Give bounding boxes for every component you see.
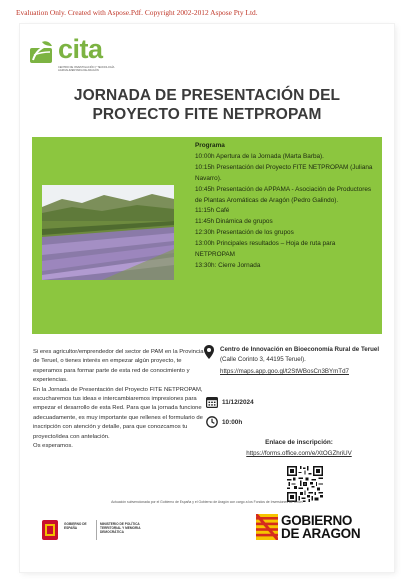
program-item: 12:30h Presentación de los grupos xyxy=(195,229,294,237)
gob-ar-line-2: DE ARAGON xyxy=(281,526,361,541)
title-line-2: PROYECTO FITE NETPROPAM xyxy=(92,106,322,123)
location-name: Centro de Innovación en Bioeconomía Rural de Teruel xyxy=(220,346,380,353)
map-link[interactable]: https://maps.app.goo.gl/t2StWBosCn3BYmTd7 xyxy=(220,368,349,376)
watermark-text: Evaluation Only. Created with Aspose.Pdf. Copyright 2002-2012 Aspose Pty Ltd. xyxy=(16,8,258,17)
gob-ar-wordmark xyxy=(281,514,360,540)
funding-note: Actuación subvencionada por el Gobierno de España y el Gobierno de Aragón con cargo a los Fondos de Inversiones de Teruel xyxy=(111,500,303,504)
title-line-1: JORNADA DE PRESENTACIÓN DEL xyxy=(73,87,341,104)
gob-es-right-label: MINISTERIO DE POLÍTICA TERRITORIAL Y MEMORIA DEMOCRÁTICA xyxy=(100,522,141,534)
leaf-icon xyxy=(30,40,54,66)
location-text xyxy=(220,345,385,378)
page-title xyxy=(20,86,394,124)
program-heading: Programa xyxy=(195,142,225,149)
spain-coat-of-arms-icon xyxy=(40,518,60,542)
cita-logo xyxy=(30,34,120,76)
description-text xyxy=(33,348,209,451)
aragon-flag-icon xyxy=(256,514,278,540)
program-item: 13:30h: Cierre Jornada xyxy=(195,261,261,269)
clock-icon xyxy=(206,416,218,428)
location-pin-icon xyxy=(204,345,214,359)
document-page xyxy=(20,24,394,572)
location-address: (Calle Corinto 3, 44195 Teruel). xyxy=(220,356,306,364)
gobierno-espana-logo xyxy=(40,518,160,544)
description-paragraph-3: Os esperamos. xyxy=(33,443,73,450)
program-item: 13:00h Principales resultados – Hoja de ruta para NETPROPAM xyxy=(195,240,336,259)
gob-es-left-label: GOBIERNO DE ESPAÑA xyxy=(64,522,87,530)
landscape-image xyxy=(42,185,174,280)
gobierno-aragon-logo xyxy=(256,514,376,550)
program-item: 11:45h Dinámica de grupos xyxy=(195,218,273,226)
program-item: 10:15h Presentación del Proyecto FITE NETPROPAM (Juliana Navarro). xyxy=(195,163,373,182)
registration-label: Enlace de inscripción: xyxy=(265,439,333,446)
lavender-field-photo xyxy=(42,185,174,280)
program-list xyxy=(195,141,377,272)
logo-subtitle: CENTRO DE INVESTIGACIÓN Y TECNOLOGÍA AGROALIMENTARIA DE ARAGÓN xyxy=(58,66,115,73)
program-item: 10:45h Presentación de APPAMA - Asociación de Productores de Plantas Aromáticas de Aragón (Pedro Galindo). xyxy=(195,185,372,204)
logo-wordmark: cita xyxy=(58,34,103,64)
gob-ar-line-1: GOBIERNO xyxy=(281,513,353,528)
registration-link[interactable]: https://forms.office.com/e/XtOGZhriUV xyxy=(246,450,352,457)
gob-es-divider xyxy=(96,520,97,540)
description-paragraph-2: En la Jornada de Presentación del Proyecto FITE NETPROPAM, escucharemos tus ideas e intercambiaremos impresiones para empezar el desarrollo de esta Red. Para que la jornada funcione adecuadamente, es muy importante que rellenes el formulario de inscripción con atención y detalle, para que conozcamos tu proyecto/idea con antelación. xyxy=(33,386,203,440)
qr-code xyxy=(287,466,323,502)
program-band xyxy=(32,137,382,334)
event-date: 11/12/2024 xyxy=(222,399,254,406)
program-item: 10:00h Apertura de la Jornada (Marta Barba). xyxy=(195,152,324,160)
calendar-icon xyxy=(206,396,218,408)
program-item: 11:15h Café xyxy=(195,207,230,215)
event-time: 10:00h xyxy=(222,419,243,426)
description-paragraph-1: Si eres agricultor/emprendedor del sector de PAM en la Provincia de Teruel, o tienes interés en empezar algún proyecto, te esperamos para formar parte de esta red de conocimiento y experiencias. xyxy=(33,349,204,384)
